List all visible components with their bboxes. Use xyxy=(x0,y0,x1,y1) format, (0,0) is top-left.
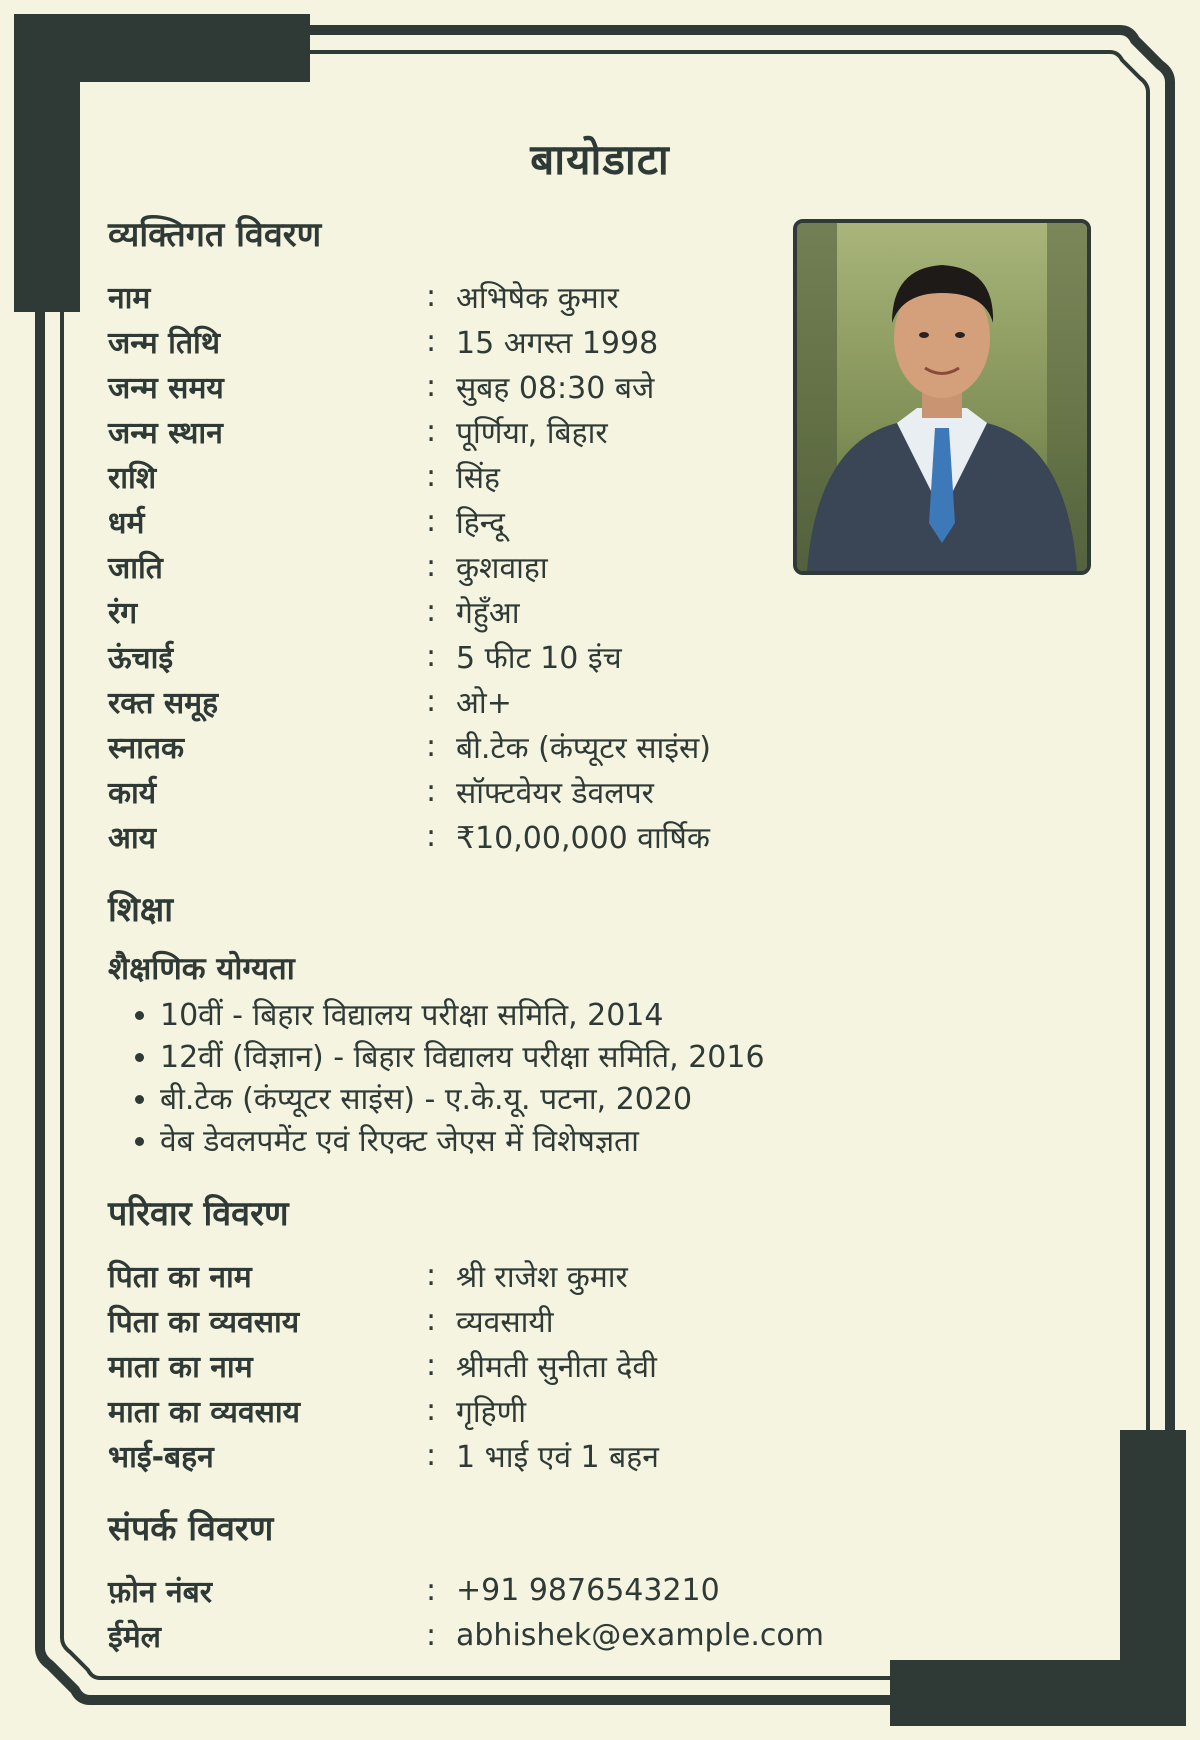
family-section xyxy=(108,1189,1058,1478)
detail-row xyxy=(108,634,1058,679)
detail-label: जन्म स्थान xyxy=(108,416,223,451)
detail-label: जन्म समय xyxy=(108,371,224,406)
personal-rows xyxy=(108,274,1058,859)
contact-heading: संपर्क विवरण xyxy=(108,1509,274,1549)
detail-row xyxy=(108,679,1058,724)
detail-row xyxy=(108,274,1058,319)
detail-value: 15 अगस्त 1998 xyxy=(456,326,659,361)
detail-value: व्यवसायी xyxy=(456,1305,554,1340)
detail-label: रंग xyxy=(108,596,138,631)
detail-row xyxy=(108,499,1058,544)
detail-value: ओ+ xyxy=(456,686,512,721)
separator-colon: : xyxy=(426,369,437,404)
education-list xyxy=(108,995,1058,1163)
phone-value: +91 9876543210 xyxy=(456,1573,720,1608)
detail-row xyxy=(108,319,1058,364)
detail-label: ईमेल xyxy=(108,1620,162,1655)
detail-label: जाति xyxy=(108,551,163,586)
separator-colon: : xyxy=(426,1258,437,1293)
detail-label: कार्य xyxy=(108,776,157,811)
separator-colon: : xyxy=(426,1573,437,1608)
detail-value: श्री राजेश कुमार xyxy=(456,1260,628,1295)
detail-row xyxy=(108,1568,1058,1613)
detail-value: 5 फीट 10 इंच xyxy=(456,641,622,676)
detail-value: गेहुँआ xyxy=(456,596,520,631)
family-heading: परिवार विवरण xyxy=(108,1194,289,1234)
list-item: • वेब डेवलपमेंट एवं रिएक्ट जेएस में विशेषज्ञता xyxy=(160,1121,1058,1163)
detail-row xyxy=(108,544,1058,589)
separator-colon: : xyxy=(426,324,437,359)
detail-label: धर्म xyxy=(108,506,145,541)
detail-row xyxy=(108,1253,1058,1298)
detail-label: आय xyxy=(108,821,157,856)
detail-label: रक्त समूह xyxy=(108,686,219,721)
detail-row xyxy=(108,814,1058,859)
contact-rows xyxy=(108,1568,1058,1658)
family-rows xyxy=(108,1253,1058,1478)
detail-value: श्रीमती सुनीता देवी xyxy=(456,1350,657,1385)
separator-colon: : xyxy=(426,279,437,314)
separator-colon: : xyxy=(426,504,437,539)
detail-row xyxy=(108,454,1058,499)
separator-colon: : xyxy=(426,594,437,629)
detail-row xyxy=(108,409,1058,454)
detail-value: सॉफ्टवेयर डेवलपर xyxy=(456,776,654,811)
personal-section xyxy=(108,210,1058,859)
education-subheading: शैक्षणिक योग्यता xyxy=(108,951,295,987)
separator-colon: : xyxy=(426,1303,437,1338)
detail-label: नाम xyxy=(108,281,151,316)
detail-value: बी.टेक (कंप्यूटर साइंस) xyxy=(456,731,711,766)
detail-row xyxy=(108,1343,1058,1388)
detail-label: भाई-बहन xyxy=(108,1440,214,1475)
detail-row xyxy=(108,769,1058,814)
detail-label: पिता का नाम xyxy=(108,1260,252,1295)
list-item: • बी.टेक (कंप्यूटर साइंस) - ए.के.यू. पटना, 2020 xyxy=(160,1079,1058,1121)
detail-label: माता का व्यवसाय xyxy=(108,1395,301,1430)
personal-heading: व्यक्तिगत विवरण xyxy=(108,215,322,255)
education-section xyxy=(108,885,1058,1163)
detail-row xyxy=(108,1388,1058,1433)
detail-label: फ़ोन नंबर xyxy=(108,1575,213,1610)
contact-section xyxy=(108,1504,1058,1658)
detail-row xyxy=(108,1433,1058,1478)
detail-label: जन्म तिथि xyxy=(108,326,220,361)
detail-label: राशि xyxy=(108,461,157,496)
education-heading: शिक्षा xyxy=(108,890,174,930)
detail-label: ऊंचाई xyxy=(108,641,174,676)
detail-value: पूर्णिया, बिहार xyxy=(456,416,608,451)
separator-colon: : xyxy=(426,774,437,809)
detail-row xyxy=(108,1613,1058,1658)
detail-value: हिन्दू xyxy=(456,506,505,541)
separator-colon: : xyxy=(426,414,437,449)
separator-colon: : xyxy=(426,1618,437,1653)
detail-label: माता का नाम xyxy=(108,1350,253,1385)
separator-colon: : xyxy=(426,549,437,584)
page-title: बायोडाटा xyxy=(530,135,670,184)
detail-value: सुबह 08:30 बजे xyxy=(456,371,655,406)
detail-value: कुशवाहा xyxy=(456,551,548,586)
detail-value: सिंह xyxy=(456,461,500,496)
detail-value: गृहिणी xyxy=(456,1395,527,1430)
separator-colon: : xyxy=(426,459,437,494)
detail-value: 1 भाई एवं 1 बहन xyxy=(456,1440,659,1475)
detail-row xyxy=(108,364,1058,409)
detail-label: स्नातक xyxy=(108,731,185,766)
detail-value: ₹10,00,000 वार्षिक xyxy=(456,821,710,856)
biodata-content xyxy=(108,210,1058,1658)
list-item: • 12वीं (विज्ञान) - बिहार विद्यालय परीक्षा समिति, 2016 xyxy=(160,1037,1058,1079)
separator-colon: : xyxy=(426,639,437,674)
detail-row xyxy=(108,1298,1058,1343)
separator-colon: : xyxy=(426,819,437,854)
separator-colon: : xyxy=(426,1348,437,1383)
separator-colon: : xyxy=(426,1438,437,1473)
detail-value: अभिषेक कुमार xyxy=(456,281,619,316)
detail-row xyxy=(108,589,1058,634)
separator-colon: : xyxy=(426,684,437,719)
detail-row xyxy=(108,724,1058,769)
detail-label: पिता का व्यवसाय xyxy=(108,1305,300,1340)
separator-colon: : xyxy=(426,1393,437,1428)
list-item: • 10वीं - बिहार विद्यालय परीक्षा समिति, 2014 xyxy=(160,995,1058,1037)
email-value: abhishek@example.com xyxy=(456,1618,824,1653)
separator-colon: : xyxy=(426,729,437,764)
